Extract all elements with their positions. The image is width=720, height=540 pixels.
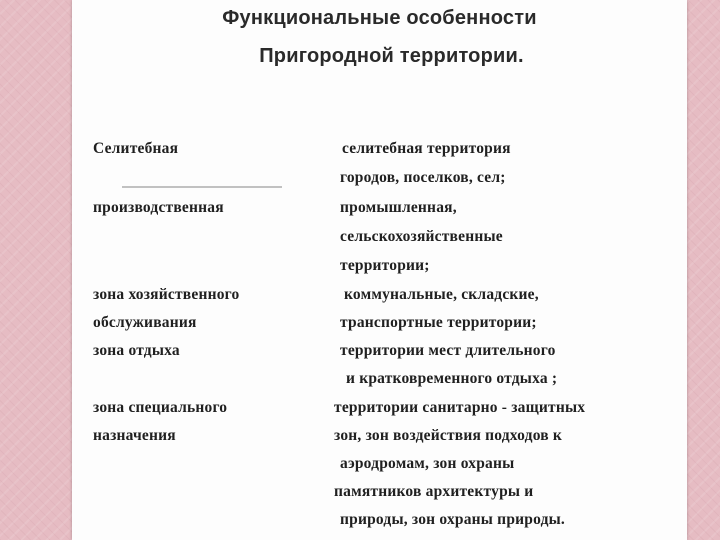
zone-description-line: и кратковременного отдыха ; bbox=[346, 370, 558, 387]
zone-name-special-cont: назначения bbox=[93, 427, 176, 444]
zone-description-line: коммунальные, складские, bbox=[344, 286, 539, 303]
zone-name-service: зона хозяйственного bbox=[93, 286, 240, 303]
zone-name-residential: Селитебная bbox=[93, 140, 179, 157]
zone-description-line: сельскохозяйственные bbox=[340, 228, 503, 245]
zone-description-line: транспортные территории; bbox=[340, 314, 537, 331]
zone-description-line: зон, зон воздействия подходов к bbox=[334, 427, 563, 444]
zone-description-line: промышленная, bbox=[340, 199, 457, 216]
slide-page bbox=[72, 0, 687, 540]
zone-description-line: территории; bbox=[340, 257, 430, 274]
zone-description-line: аэродромам, зон охраны bbox=[340, 455, 515, 472]
slide-title-line-1: Функциональные особенности bbox=[222, 7, 537, 29]
slide-title-line-2: Пригородной территории. bbox=[259, 45, 524, 67]
zone-description-line: территории санитарно - защитных bbox=[334, 399, 586, 416]
zone-description-line: селитебная территория bbox=[342, 140, 511, 157]
zone-description-line: памятников архитектуры и bbox=[334, 483, 534, 500]
scan-artifact bbox=[122, 186, 282, 188]
zone-name-special: зона специального bbox=[93, 399, 228, 416]
zone-name-industrial: производственная bbox=[93, 199, 224, 216]
zone-name-recreation: зона отдыха bbox=[93, 342, 180, 359]
zone-description-line: территории мест длительного bbox=[340, 342, 556, 359]
zone-description-line: природы, зон охраны природы. bbox=[340, 511, 566, 528]
zone-name-service-cont: обслуживания bbox=[93, 314, 197, 331]
zone-description-line: городов, поселков, сел; bbox=[340, 169, 506, 186]
